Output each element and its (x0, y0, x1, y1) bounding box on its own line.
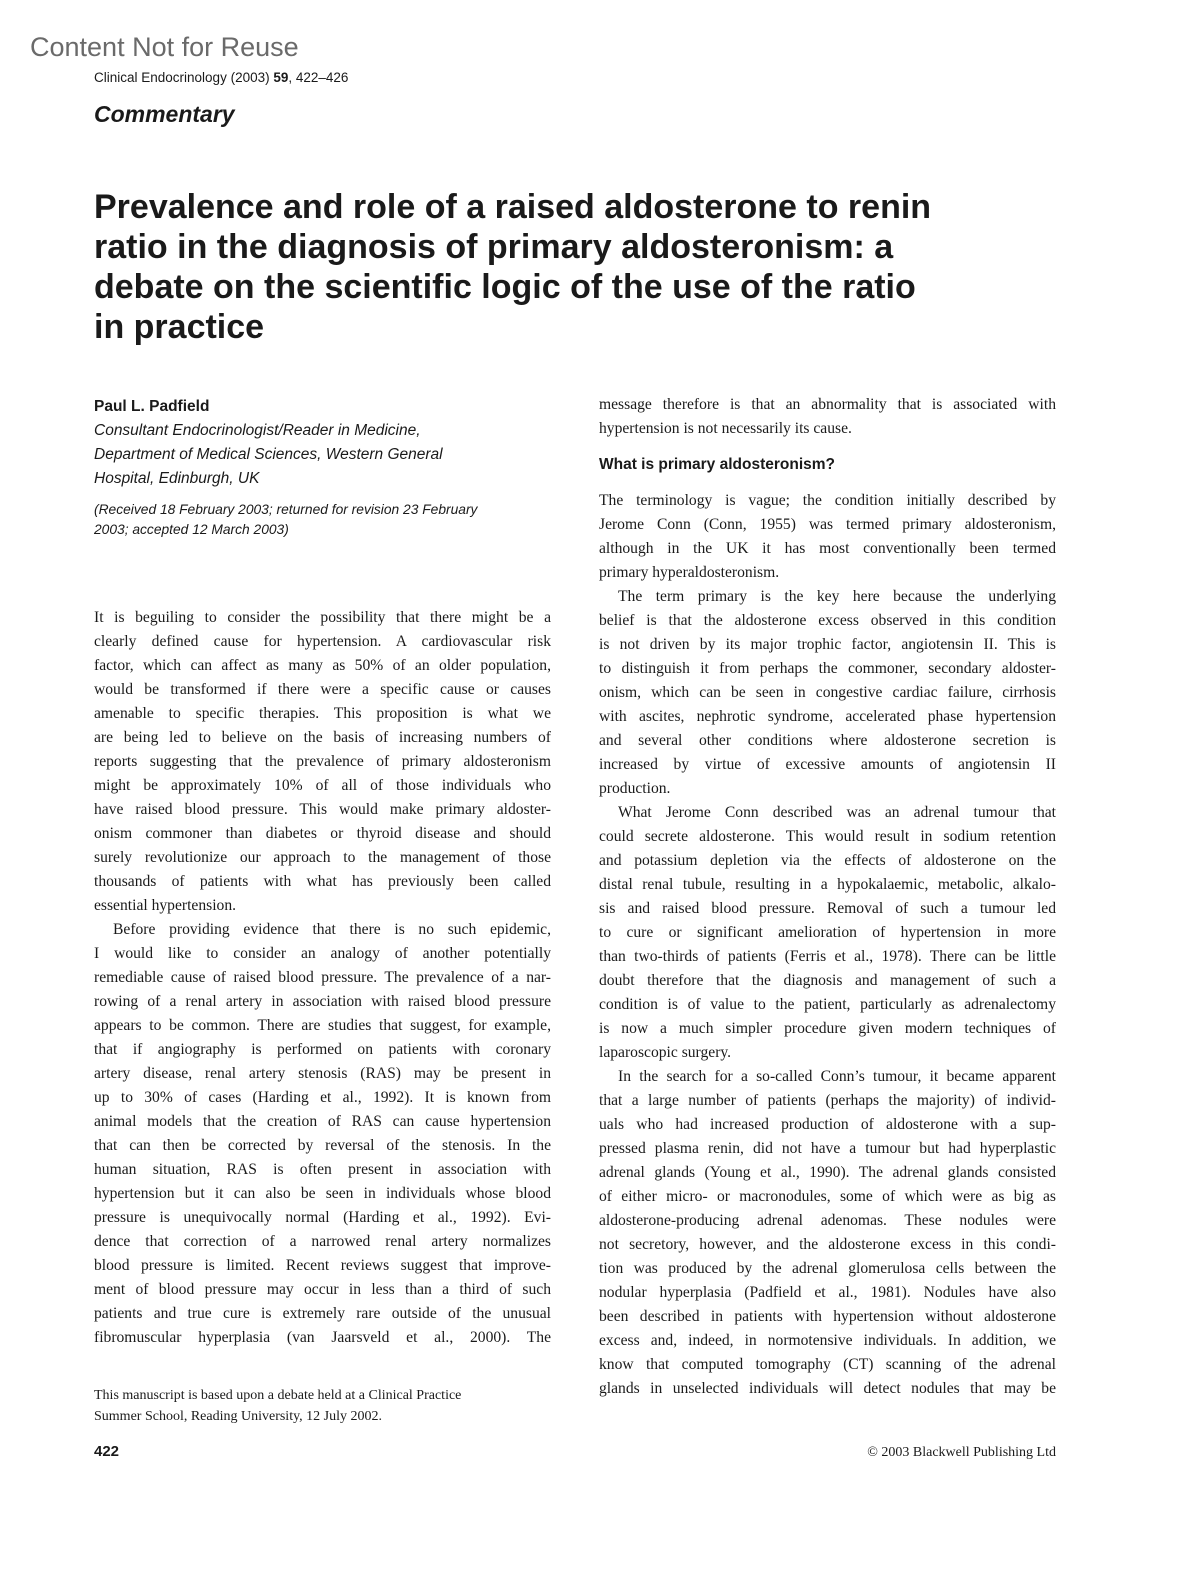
text-line: increased by virtue of excessive amounts of angiotensin II (599, 756, 1056, 773)
text-line: onism commoner than diabetes or thyroid disease and should (94, 825, 551, 842)
text-line: blood pressure is limited. Recent reviews suggest that improve- (94, 1257, 551, 1274)
text-line: artery disease, renal artery stenosis (RAS) may be present in (94, 1065, 551, 1082)
text-line: appears to be common. There are studies that suggest, for example, (94, 1017, 551, 1034)
text-line: clearly defined cause for hypertension. A cardiovascular risk (94, 633, 551, 650)
text-line: could secrete aldosterone. This would result in sodium retention (599, 828, 1056, 845)
text-line: is now a much simpler procedure given modern techniques of (599, 1020, 1056, 1037)
footnote-line: Summer School, Reading University, 12 July 2002. (94, 1409, 383, 1424)
text-line: although in the UK it has most conventionally been termed (599, 540, 1056, 557)
text-line: tion was produced by the adrenal glomerulosa cells between the (599, 1260, 1056, 1277)
text-line: It is beguiling to consider the possibility that there might be a (94, 609, 551, 626)
text-line: pressure is unequivocally normal (Harding et al., 1992). Evi- (94, 1209, 551, 1226)
journal-pages: , 422–426 (288, 70, 349, 85)
text-line: with ascites, nephrotic syndrome, accelerated phase hypertension (599, 708, 1056, 725)
text-line: been described in patients with hypertension without aldosterone (599, 1308, 1056, 1325)
text-line: dence that correction of a narrowed renal artery normalizes (94, 1233, 551, 1250)
author-affiliation: Department of Medical Sciences, Western General (94, 446, 443, 463)
journal-volume: 59 (273, 70, 289, 85)
text-line: sis and raised blood pressure. Removal of such a tumour led (599, 900, 1056, 917)
text-line: that if angiography is performed on patients with coronary (94, 1041, 551, 1058)
text-line: Before providing evidence that there is no such epidemic, (113, 921, 551, 938)
author-name: Paul L. Padfield (94, 398, 210, 415)
text-line: surely revolutionize our approach to the management of those (94, 849, 551, 866)
copyright: © 2003 Blackwell Publishing Ltd (867, 1445, 1056, 1460)
text-line: nodular hyperplasia (Padfield et al., 1981). Nodules have also (599, 1284, 1056, 1301)
journal-name: Clinical Endocrinology (2003) (94, 70, 274, 85)
text-line: and several other conditions where aldosterone secretion is (599, 732, 1056, 749)
text-line: to cure or significant amelioration of hypertension in more (599, 924, 1056, 941)
author-affiliation: Hospital, Edinburgh, UK (94, 470, 260, 487)
text-line: thousands of patients with what has previously been called (94, 873, 551, 890)
text-line: human situation, RAS is often present in association with (94, 1161, 551, 1178)
text-line: Jerome Conn (Conn, 1955) was termed primary aldosteronism, (599, 516, 1056, 533)
text-line: message therefore is that an abnormality that is associated with (599, 396, 1056, 413)
text-line: to distinguish it from perhaps the commoner, secondary aldoster- (599, 660, 1056, 677)
footnote-line: This manuscript is based upon a debate held at a Clinical Practice (94, 1388, 462, 1403)
received-line: (Received 18 February 2003; returned for revision 23 February (94, 502, 478, 517)
text-line: primary hyperaldosteronism. (599, 564, 780, 581)
text-line: ment of blood pressure may occur in less than a third of such (94, 1281, 551, 1298)
page-number: 422 (94, 1443, 120, 1460)
text-line: uals who had increased production of aldosterone with a sup- (599, 1116, 1056, 1133)
title-line: Prevalence and role of a raised aldosterone to renin (94, 188, 932, 226)
author-affiliation: Consultant Endocrinologist/Reader in Medicine, (94, 422, 421, 439)
text-line: The terminology is vague; the condition initially described by (599, 492, 1056, 509)
section-heading: What is primary aldosteronism? (599, 456, 835, 473)
text-line: What Jerome Conn described was an adrenal tumour that (618, 804, 1056, 821)
received-dates (94, 500, 554, 540)
article-title (94, 187, 1034, 347)
title-line: in practice (94, 308, 265, 346)
text-line: excess and, indeed, in normotensive individuals. In addition, we (599, 1332, 1056, 1349)
text-line: factor, which can affect as many as 50% of an older population, (94, 657, 551, 674)
text-line: rowing of a renal artery in association with raised blood pressure (94, 993, 551, 1010)
text-line: The term primary is the key here because the underlying (618, 588, 1056, 605)
text-line: hypertension is not necessarily its cause. (599, 420, 852, 437)
watermark: Content Not for Reuse (30, 32, 299, 62)
text-line: would be transformed if there were a specific cause or causes (94, 681, 551, 698)
text-line: know that computed tomography (CT) scanning of the adrenal (599, 1356, 1056, 1373)
text-line: is not driven by its major trophic factor, angiotensin II. This is (599, 636, 1056, 653)
text-line: remediable cause of raised blood pressure. The prevalence of a nar- (94, 969, 551, 986)
author-block (94, 395, 554, 491)
text-line: doubt therefore that the diagnosis and management of such a (599, 972, 1056, 989)
text-line: might be approximately 10% of all of those individuals who (94, 777, 551, 794)
text-line: distal renal tubule, resulting in a hypokalaemic, metabolic, alkalo- (599, 876, 1056, 893)
text-line: laparoscopic surgery. (599, 1044, 732, 1061)
text-line: aldosterone-producing adrenal adenomas. These nodules were (599, 1212, 1056, 1229)
text-line: adrenal glands (Young et al., 1990). The adrenal glands consisted (599, 1164, 1056, 1181)
text-line: hypertension but it can also be seen in individuals whose blood (94, 1185, 551, 1202)
text-line: patients and true cure is extremely rare outside of the unusual (94, 1305, 551, 1322)
title-line: debate on the scientific logic of the use of the ratio (94, 268, 916, 306)
text-line: and potassium depletion via the effects of aldosterone on the (599, 852, 1056, 869)
text-line: of either micro- or macronodules, some of which were as big as (599, 1188, 1056, 1205)
section-label: Commentary (94, 101, 235, 127)
title-line: ratio in the diagnosis of primary aldosteronism: a (94, 228, 894, 266)
text-line: not secretory, however, and the aldosterone excess in this condi- (599, 1236, 1056, 1253)
text-line: essential hypertension. (94, 897, 237, 914)
text-line: onism, which can be seen in congestive cardiac failure, cirrhosis (599, 684, 1056, 701)
text-line: condition is of value to the patient, particularly as adrenalectomy (599, 996, 1056, 1013)
right-column-body (599, 393, 1056, 1401)
footnote (94, 1385, 551, 1427)
text-line: that a large number of patients (perhaps the majority) of individ- (599, 1092, 1056, 1109)
text-line: I would like to consider an analogy of another potentially (94, 945, 551, 962)
received-line: 2003; accepted 12 March 2003) (94, 522, 289, 537)
text-line: pressed plasma renin, did not have a tumour but had hyperplastic (599, 1140, 1056, 1157)
text-line: amenable to specific therapies. This proposition is what we (94, 705, 551, 722)
text-line: In the search for a so-called Conn’s tumour, it became apparent (618, 1068, 1056, 1085)
text-line: have raised blood pressure. This would make primary aldoster- (94, 801, 551, 818)
text-line: production. (599, 780, 671, 797)
text-line: reports suggesting that the prevalence of primary aldosteronism (94, 753, 551, 770)
text-line: up to 30% of cases (Harding et al., 1992). It is known from (94, 1089, 551, 1106)
journal-citation (94, 70, 348, 85)
text-line: fibromuscular hyperplasia (van Jaarsveld et al., 2000). The (94, 1329, 551, 1346)
text-line: than two-thirds of patients (Ferris et al., 1978). There can be little (599, 948, 1056, 965)
text-line: are being led to believe on the basis of increasing numbers of (94, 729, 551, 746)
text-line: belief is that the aldosterone excess observed in this condition (599, 612, 1056, 629)
text-line: that can then be corrected by reversal of the stenosis. In the (94, 1137, 551, 1154)
text-line: animal models that the creation of RAS can cause hypertension (94, 1113, 551, 1130)
left-column-body (94, 606, 551, 1350)
text-line: glands in unselected individuals will detect nodules that may be (599, 1380, 1056, 1397)
